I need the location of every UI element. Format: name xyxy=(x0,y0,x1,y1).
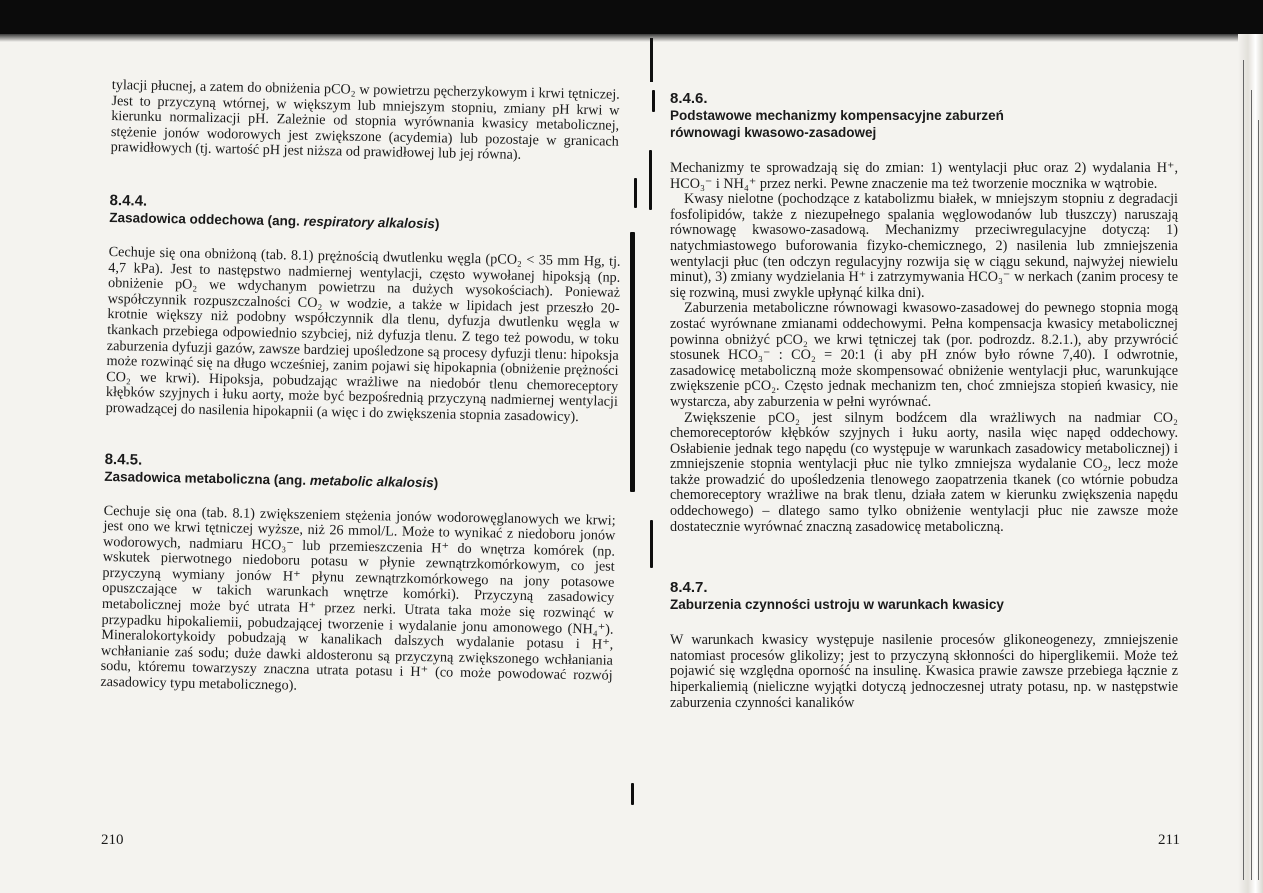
margin-shadow xyxy=(634,178,637,208)
section-number: 8.4.7. xyxy=(670,579,708,597)
margin-shadow xyxy=(650,520,653,568)
page-number: 211 xyxy=(1158,832,1180,848)
section-number: 8.4.4. xyxy=(109,191,148,210)
paragraph: Zwiększenie pCO₂ jest silnym bodźcem dla wrażliwych na nadmiar CO₂ chemoreceptorów kłębków szyjnych i łuku aorty, nasila więc napęd oddechowy. Osłabienie jednak tego napędu (co występuje w warunkach zasadowicy metabolicznej) i zmniejszenie stopnia wentylacji płuc nie tylko zmniejsza wydalanie CO₂, lecz może także prowadzić do upośledzenia tlenowego zaopatrzenia tkanek (co wtórnie pobudza chemoreceptory wrażliwe na brak tlenu, działa zatem w kierunku zwiększenia napędu oddechowego) – dlatego samo tylko obniżenie wentylacji płuc nie zawsze może dostatecznie wyrównać znaczną zasadowicę metaboliczną. xyxy=(670,409,1178,535)
scan-top-shadow xyxy=(0,0,1263,34)
section-body: Cechuje się ona (tab. 8.1) zwiększeniem stężenia jonów wodorowęglanowych we krwi; jest ono we krwi tętniczej wyższe, niż 26 mmol/L. Może to wynikać z niedoboru jonów wodorowych, nadmiaru HCO₃⁻ lub przemieszczenia H⁺ do wnętrza komórek (np. wskutek pierwotnego niedoboru potasu w płynie zewnątrzkomórkowym, co jest przyczyną wymiany jonów H⁺ płynu zewnątrzkomórkowego na jony potasowe opuszczające w takich warunkach wnętrze komórki). Przyczyną zasadowicy metabolicznej może być utrata H⁺ przez nerki. Utrata taka może się rozwinąć w przypadku hipokaliemii, pobudzającej tworzenie i wydalanie jonu amonowego (NH₄⁺). Mineralokortykoidy pobudzają w kanalikach dalszych wydalanie potasu i H⁺, wchłanianie zaś sodu; duże dawki aldosteronu są przyczyną zwiększonego wchłaniania sodu, któremu towarzyszy znaczna utrata potasu i H⁺ (co może powodować rozwój zasadowicy typu metabolicznego). xyxy=(100,502,616,694)
page-edge-line xyxy=(1243,60,1244,880)
margin-shadow xyxy=(631,783,634,805)
left-page xyxy=(100,78,624,700)
section-title-text: Zasadowica oddechowa (ang. xyxy=(109,209,300,229)
section-body: Cechuje się ona obniżoną (tab. 8.1) prężnością dwutlenku węgla (pCO₂ < 35 mm Hg, tj. 4,7 kPa). Jest to następstwo nadmiernej wentylacji, często wywołanej hipoksją (np. obniżenie pO₂ we wdychanym powietrzu na dużych wysokościach). Ponieważ współczynnik rozpuszczalności CO₂ w wodzie, a także w lipidach jest przeszło 20-krotnie większy niż podobny współczynnik dla tlenu, dyfuzja dwutlenku węgla w tkankach przebiega odpowiednio szybciej, niż dyfuzja tlenu. Z tego też powodu, w toku zaburzenia dyfuzji gazów, zawsze bardziej upośledzone są procesy dyfuzji tlenu: hipoksja może rozwinąć się na długo wcześniej, zanim pojawi się hipokapnia (obniżenie prężności CO₂ we krwi). Hipoksja, pobudzając wrażliwe na niedobór tlenu chemoreceptory kłębków szyjnych i łuku aorty, może być bezpośrednią przyczyną nadmiernej wentylacji prowadzącej do nasilenia hipokapnii (a więc i do zwiększenia stopnia zasadowicy). xyxy=(105,243,621,425)
section-title-text: Zasadowica metaboliczna (ang. xyxy=(104,468,307,488)
book-spine-mark xyxy=(650,38,653,82)
section-number: 8.4.5. xyxy=(104,450,143,469)
section-body: W warunkach kwasicy występuje nasilenie procesów glikoneogenezy, zmniejszenie natomiast procesów glikolizy; jest to przyczyną skłonności do hiperglikemii. Może też pojawić się względna oporność na insulinę. Kwasica prawie zawsze przebiega łącznie z hiperkaliemią (nieliczne wyjątki dotyczą jednoczesnej utraty potasu, np. w następstwie zaburzenia czynności kanalików xyxy=(670,632,1178,711)
margin-shadow xyxy=(652,90,655,112)
section-title-close: ) xyxy=(433,474,439,490)
section-title-english: respiratory alkalosis xyxy=(303,213,436,232)
paragraph: Mechanizmy te sprowadzają się do zmian: 1) wentylacji płuc oraz 2) wydalania H⁺, HCO₃⁻ i NH₄⁺ przez nerki. Pewne znaczenie ma też tworzenie mocznika w wątrobie. xyxy=(670,160,1178,192)
intro-paragraph: tylacji płucnej, a zatem do obniżenia pCO₂ w powietrzu pęcherzykowym i krwi tętniczej. Jest to przyczyną wtórnej, w większym lub mniejszym stopniu, zmiany pH krwi w kierunku normalizacji pH. Zależnie od stopnia wyrównania kwasicy metabolicznej, stężenie jonów wodorowych jest zwiększone (acydemia) lub pozostaje w granicach prawidłowych (tj. wartość pH jest niższa od prawidłowej lub jej równa). xyxy=(110,77,620,164)
section-title xyxy=(670,107,1178,141)
page-edge-line xyxy=(1251,90,1252,880)
section-title-line: równowagi kwasowo-zasadowej xyxy=(670,125,877,140)
scan-top-fade xyxy=(0,34,1263,42)
section-title-close: ) xyxy=(434,216,440,232)
margin-shadow xyxy=(649,150,652,210)
page-edge-line xyxy=(1258,120,1259,880)
margin-shadow xyxy=(630,232,635,492)
page-number: 210 xyxy=(101,832,124,848)
paragraph: Zaburzenia metaboliczne równowagi kwasowo-zasadowej do pewnego stopnia mogą zostać wyrównane zmianami oddechowymi. Pełna kompensacja kwasicy metabolicznej powinna obniżyć pCO₂ we krwi tętniczej tak (por. podrozdz. 8.2.1.), aby przywrócić stosunek HCO₃⁻ : CO₂ = 20:1 (i aby pH znów było równe 7,40). I odwrotnie, zasadowicę metaboliczną może skompensować obniżenie wentylacji płuc, warunkujące zwiększenie pCO₂. Często jednak mechanizm ten, choć zmniejsza stopień kwasicy, nie wystarcza, aby zaburzenia w pełni wyrównać. xyxy=(670,300,1178,410)
right-page xyxy=(670,90,1178,711)
section-title-english: metabolic alkalosis xyxy=(309,472,434,490)
section-title-line: Podstawowe mechanizmy kompensacyjne zaburzeń xyxy=(670,108,1004,123)
paragraph: Kwasy nielotne (pochodzące z katabolizmu białek, w mniejszym stopniu z degradacji fosfolipidów, także z niezupełnego spalania węglowodanów lub tłuszczy) naruszają równowagę kwasowo-zasadową. Mechanizmy przeciwregulacyjne dotyczą: 1) natychmiastowego buforowania fizyko-chemicznego, 2) nasilenia lub zmniejszenia wentylacji płuc (ten odczyn regulacyjny rozwija się w ciągu sekund, najwyżej niewielu minut), 3) zmiany wydzielania H⁺ i zatrzymywania HCO₃⁻ w nerkach (zanim procesy te się rozwiną, musi zwykle upłynąć kilka dni). xyxy=(670,191,1178,301)
section-title: Zaburzenia czynności ustroju w warunkach kwasicy xyxy=(670,597,1004,613)
section-number: 8.4.6. xyxy=(670,90,708,107)
